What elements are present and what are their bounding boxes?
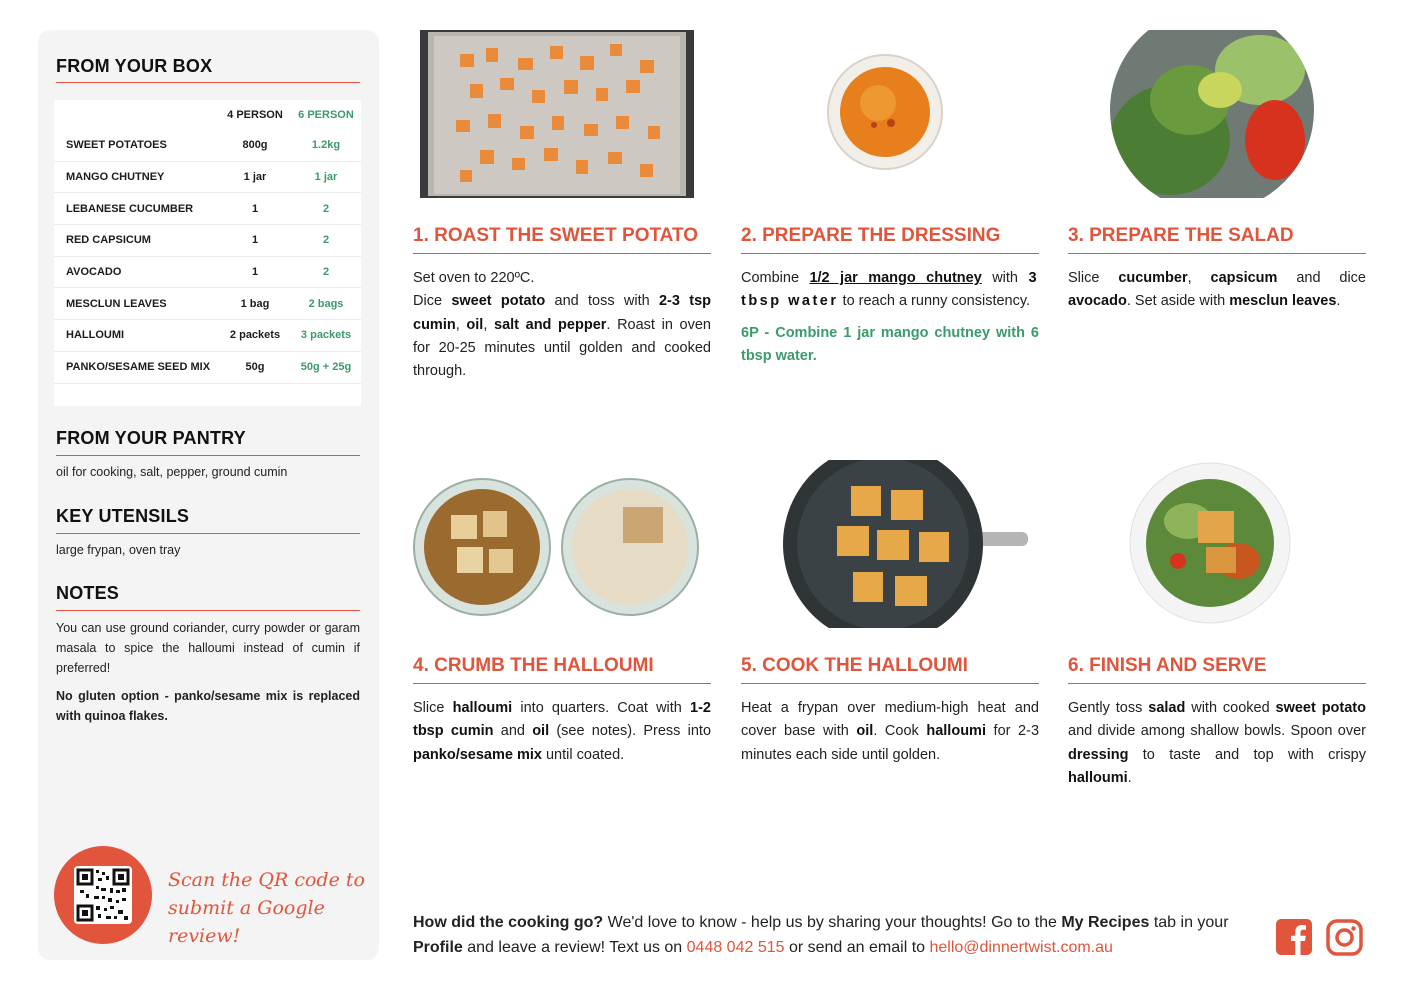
- ingredient-highlight: panko/sesame mix: [413, 746, 542, 763]
- ingredient-name: MANGO CHUTNEY: [54, 161, 219, 193]
- step-1: [413, 223, 711, 383]
- step-body: [741, 697, 1039, 767]
- instagram-icon[interactable]: [1326, 919, 1363, 956]
- col-4-person: 4 PERSON: [227, 109, 283, 121]
- ingredient-name: AVOCADO: [54, 256, 219, 288]
- ingredient-highlight: sweet potato: [451, 293, 546, 310]
- step-text: until coated.: [541, 746, 625, 763]
- salad-bowl-photo: [1110, 30, 1314, 198]
- table-row: [54, 320, 361, 352]
- step-title: 2. PREPARE THE DRESSING: [741, 225, 1001, 246]
- qty-6: 1.2kg: [291, 130, 361, 161]
- step-4: [413, 653, 711, 767]
- ingredient-highlight: halloumi: [452, 700, 513, 716]
- qty-4: 50g: [219, 351, 291, 383]
- step-title: 1. ROAST THE SWEET POTATO: [413, 225, 699, 246]
- ingredient-highlight: salt and pepper: [494, 316, 607, 333]
- step-text: . Set aside with: [1126, 293, 1230, 310]
- qty-6: 2: [291, 193, 361, 225]
- step-text: ,: [1187, 270, 1211, 286]
- crumbing-halloumi-photo: [413, 477, 703, 617]
- finished-dish-photo: [1128, 461, 1292, 625]
- step-text: Heat a frypan over medium-high heat and cover base with: [741, 700, 1039, 740]
- qty-4: 1 jar: [219, 161, 291, 193]
- divider: [741, 253, 1039, 254]
- step-text: . Cook: [873, 723, 927, 740]
- feedback-footer: [413, 910, 1263, 960]
- from-your-box-title: FROM YOUR BOX: [56, 56, 213, 76]
- divider: [1068, 683, 1366, 684]
- footer-bold: My Recipes: [1061, 914, 1150, 931]
- step-title: 3. PREPARE THE SALAD: [1068, 225, 1294, 246]
- step-text: .: [1336, 293, 1341, 310]
- step-5: [741, 653, 1039, 767]
- qr-badge[interactable]: [54, 846, 152, 944]
- qty-6: 3 packets: [291, 320, 361, 352]
- ingredient-highlight: oil: [532, 723, 550, 740]
- ingredient-name: MESCLUN LEAVES: [54, 288, 219, 320]
- step-body: [741, 267, 1039, 314]
- notes-gluten-option: No gluten option - panko/sesame mix is replaced with quinoa flakes.: [56, 689, 360, 723]
- qty-4: 1 bag: [219, 288, 291, 320]
- ingredient-name: HALLOUMI: [54, 320, 219, 352]
- step-body: [1068, 697, 1366, 790]
- sidebar-panel: [38, 30, 379, 960]
- table-row: [54, 225, 361, 257]
- step-text: Combine: [741, 270, 810, 286]
- qr-code-icon[interactable]: [74, 866, 132, 924]
- divider: [56, 455, 360, 456]
- notes-text: You can use ground coriander, curry powder or garam masala to spice the halloumi instead of cumin if preferred!: [56, 621, 360, 675]
- ingredient-name: PANKO/SESAME SEED MIX: [54, 351, 219, 383]
- footer-text: We'd love to know - help us by sharing your thoughts! Go to the: [603, 914, 1062, 931]
- qty-4: 1: [219, 256, 291, 288]
- phone-link[interactable]: 0448 042 515: [686, 939, 785, 956]
- ingredient-highlight: 1-2 tbsp cumin: [413, 700, 711, 740]
- footer-text: and leave a review! Text us on: [462, 939, 687, 956]
- from-your-pantry-title: FROM YOUR PANTRY: [56, 428, 246, 448]
- footer-text: tab in your: [1149, 914, 1229, 931]
- ingredient-highlight: halloumi: [926, 723, 986, 740]
- step-text: to taste and top with crispy: [1128, 746, 1366, 763]
- table-row: [54, 130, 361, 161]
- table-row: [54, 193, 361, 225]
- qty-6: 50g + 25g: [291, 351, 361, 383]
- qty-4: 800g: [219, 130, 291, 161]
- step-body: [1068, 267, 1366, 314]
- qty-4: 2 packets: [219, 320, 291, 352]
- ingredients-card: [54, 100, 361, 406]
- ingredient-highlight: salad: [1148, 700, 1186, 716]
- frypan-halloumi-photo: [783, 460, 1029, 628]
- step-text: Set oven to 220ºC.: [413, 270, 535, 286]
- ingredients-table: [54, 100, 361, 384]
- qty-6: 1 jar: [291, 161, 361, 193]
- step-2: [741, 223, 1039, 368]
- qr-review-text: [168, 866, 368, 950]
- mango-dressing-photo: [826, 53, 944, 171]
- qr-text-line: submit a Google review!: [168, 897, 325, 947]
- ingredient-highlight: sweet potato: [1275, 700, 1366, 716]
- step-text: Slice: [1068, 270, 1119, 286]
- key-utensils-title: KEY UTENSILS: [56, 506, 190, 526]
- pantry-text: oil for cooking, salt, pepper, ground cumin: [56, 465, 288, 479]
- table-row: [54, 256, 361, 288]
- qty-4: 1: [219, 225, 291, 257]
- step-text: (see notes). Press into: [549, 723, 712, 740]
- ingredient-highlight: capsicum: [1210, 270, 1278, 286]
- step-text: with: [981, 270, 1029, 286]
- step-text: into quarters. Coat with: [512, 700, 691, 716]
- table-header-row: [54, 100, 361, 130]
- ingredient-highlight: dressing: [1068, 746, 1129, 763]
- ingredient-name: SWEET POTATOES: [54, 130, 219, 161]
- qty-6: 2 bags: [291, 288, 361, 320]
- notes-title: NOTES: [56, 583, 120, 603]
- step-text: and divide among shallow bowls. Spoon over: [1068, 723, 1366, 740]
- step-body: [413, 267, 711, 383]
- step-text: Slice: [413, 700, 453, 716]
- step-text: and dice: [1277, 270, 1366, 286]
- ingredient-highlight: halloumi: [1068, 769, 1128, 786]
- divider: [413, 683, 711, 684]
- footer-bold: How did the cooking go?: [413, 914, 604, 931]
- qty-6: 2: [291, 256, 361, 288]
- divider: [56, 533, 360, 534]
- step-text: ,: [455, 316, 467, 333]
- step-text: to reach a runny consistency.: [838, 293, 1031, 310]
- qr-text-line: Scan the QR code to: [168, 869, 365, 891]
- ingredient-name: LEBANESE CUCUMBER: [54, 193, 219, 225]
- step-text: ,: [483, 316, 494, 333]
- ingredient-highlight: 1/2 jar mango chutney: [809, 270, 982, 286]
- step-text: and toss with: [545, 293, 659, 310]
- divider: [741, 683, 1039, 684]
- step-6: [1068, 653, 1366, 790]
- qty-6: 2: [291, 225, 361, 257]
- six-person-note: 6P - Combine 1 jar mango chutney with 6 tbsp water.: [741, 324, 1039, 364]
- divider: [56, 610, 360, 611]
- ingredient-highlight: oil: [856, 723, 874, 740]
- ingredient-highlight: 3 tbsp water: [741, 270, 1040, 310]
- step-title: 5. COOK THE HALLOUMI: [741, 655, 968, 676]
- col-6-person: 6 PERSON: [298, 109, 354, 121]
- step-text: .: [1127, 769, 1132, 786]
- qty-4: 1: [219, 193, 291, 225]
- ingredient-highlight: oil: [466, 316, 484, 333]
- ingredient-name: RED CAPSICUM: [54, 225, 219, 257]
- ingredient-highlight: mesclun leaves: [1229, 293, 1337, 310]
- table-row: [54, 351, 361, 383]
- divider: [56, 82, 360, 83]
- step-text: Gently toss: [1068, 700, 1149, 716]
- step-title: 6. FINISH AND SERVE: [1068, 655, 1267, 676]
- ingredient-highlight: 2-3 tsp cumin: [413, 293, 711, 333]
- footer-text: or send an email to: [784, 939, 930, 956]
- ingredient-highlight: avocado: [1068, 293, 1127, 310]
- step-text: and: [493, 723, 533, 740]
- step-text: for 2-3 minutes each side until golden.: [741, 723, 1040, 763]
- step-text: . Roast in oven for 20-25 minutes until golden and cooked through.: [413, 316, 711, 380]
- facebook-icon[interactable]: [1276, 919, 1312, 955]
- step-text: Dice: [413, 293, 452, 310]
- table-row: [54, 288, 361, 320]
- ingredient-highlight: cucumber: [1118, 270, 1188, 286]
- step-title: 4. CRUMB THE HALLOUMI: [413, 655, 654, 676]
- roasted-sweet-potato-photo: [420, 30, 694, 198]
- utensils-text: large frypan, oven tray: [56, 543, 181, 557]
- step-3: [1068, 223, 1366, 314]
- divider: [1068, 253, 1366, 254]
- table-row: [54, 161, 361, 193]
- divider: [413, 253, 711, 254]
- footer-bold: Profile: [413, 939, 463, 956]
- email-link[interactable]: hello@dinnertwist.com.au: [929, 939, 1113, 956]
- step-text: with cooked: [1185, 700, 1276, 716]
- step-body: [413, 697, 711, 767]
